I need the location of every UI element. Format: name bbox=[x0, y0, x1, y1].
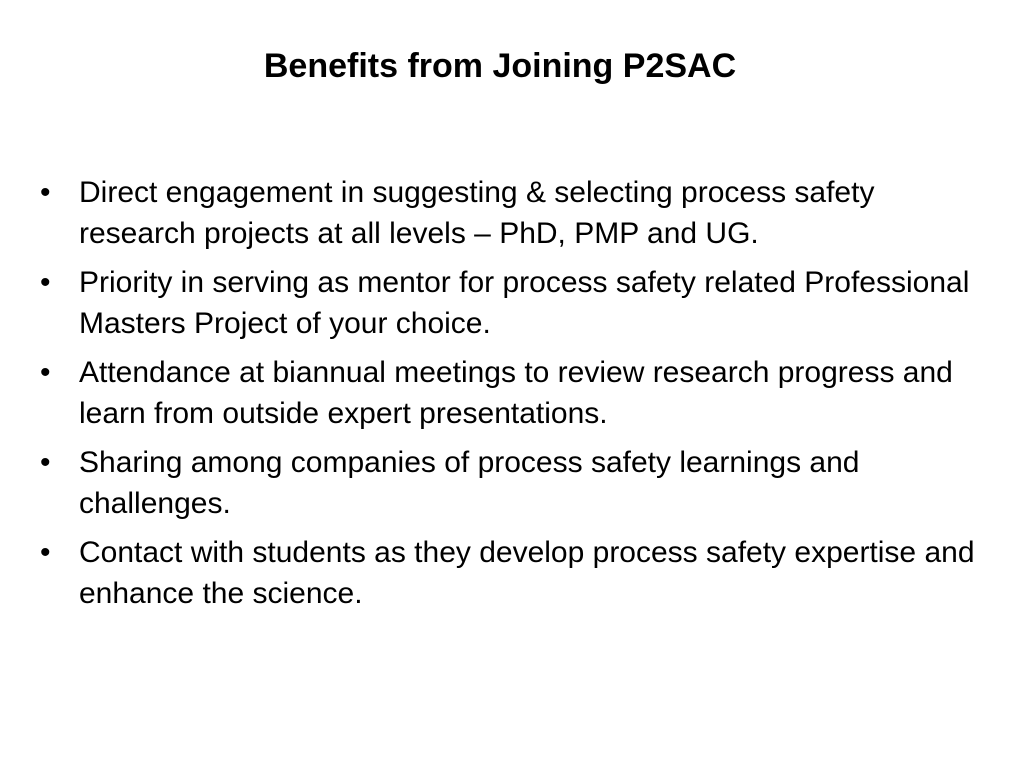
bullet-text: Priority in serving as mentor for process safety related Professional Masters Project of your choice. bbox=[79, 266, 970, 340]
bullet-item bbox=[40, 352, 985, 434]
bullet-text: Attendance at biannual meetings to review research progress and learn from outside expert presentations. bbox=[79, 356, 953, 430]
bullet-item bbox=[40, 172, 985, 254]
bullet-text: Contact with students as they develop process safety expertise and enhance the science. bbox=[79, 536, 975, 610]
bullet-text: Sharing among companies of process safety learnings and challenges. bbox=[79, 446, 860, 520]
bullet-item bbox=[40, 532, 985, 614]
bullet-dot-icon: • bbox=[40, 356, 51, 389]
bullet-dot-icon: • bbox=[40, 536, 51, 569]
bullet-item bbox=[40, 262, 985, 344]
bullet-item bbox=[40, 442, 985, 524]
bullet-dot-icon: • bbox=[40, 446, 51, 479]
bullet-dot-icon: • bbox=[40, 176, 51, 209]
bullet-dot-icon: • bbox=[40, 266, 51, 299]
bullet-list bbox=[40, 172, 985, 622]
slide-title: Benefits from Joining P2SAC bbox=[263, 47, 737, 85]
bullet-text: Direct engagement in suggesting & selecting process safety research projects at all levels – PhD, PMP and UG. bbox=[79, 176, 875, 250]
